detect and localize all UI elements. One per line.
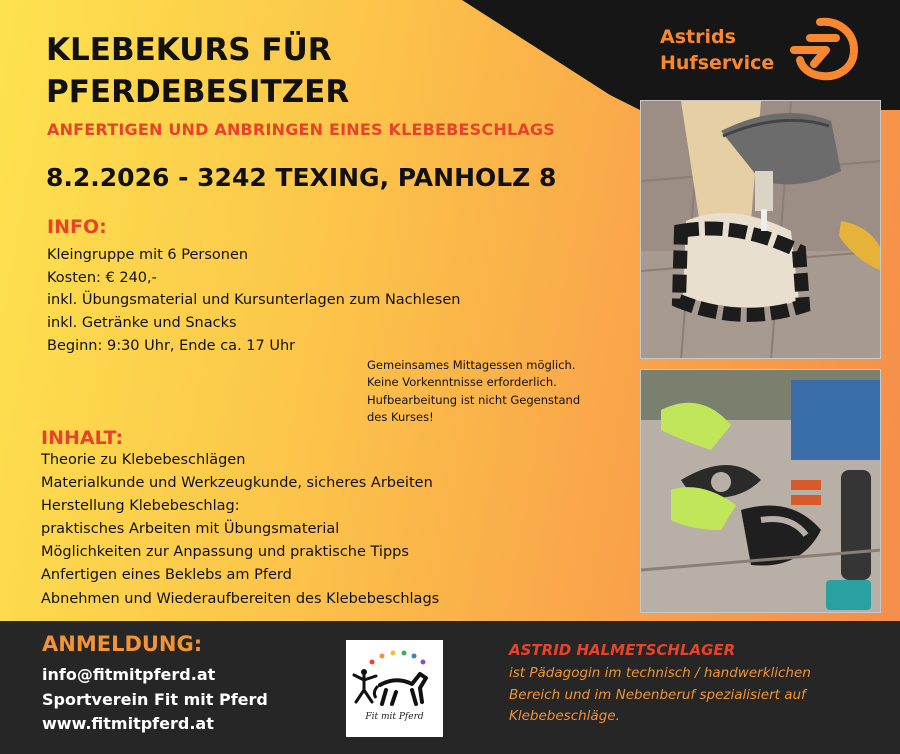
inhalt-item: praktisches Arbeiten mit Übungsmaterial xyxy=(41,521,340,538)
info-item: inkl. Getränke und Snacks xyxy=(47,315,237,332)
anmeldung-contact xyxy=(42,663,268,737)
email-link[interactable]: info@fitmitpferd.at xyxy=(42,665,216,684)
page-title xyxy=(46,29,606,113)
note-item: des Kurses! xyxy=(367,409,434,424)
inhalt-item: Abnehmen und Wiederaufbereiten des Klebebeschlags xyxy=(41,590,440,607)
anmeldung-heading: ANMELDUNG: xyxy=(42,632,203,656)
inhalt-list xyxy=(41,449,439,611)
info-list xyxy=(47,244,460,358)
info-heading: INFO: xyxy=(47,216,107,238)
title-line-1: KLEBEKURS FÜR xyxy=(46,32,332,68)
partner-logo xyxy=(346,640,443,737)
partner-logo-text: Fit mit Pferd xyxy=(365,712,424,722)
bio-name: ASTRID HALMETSCHLAGER xyxy=(509,641,736,659)
club-name: Sportverein Fit mit Pferd xyxy=(42,689,268,709)
brand-name xyxy=(660,24,774,76)
website-link[interactable]: www.fitmitpferd.at xyxy=(42,714,214,733)
info-item: inkl. Übungsmaterial und Kursunterlagen zum Nachlesen xyxy=(47,292,461,309)
inhalt-item: Anfertigen eines Beklebs am Pferd xyxy=(41,567,292,584)
bio-line: ist Pädagogin im technisch / handwerklichen xyxy=(509,665,811,681)
inhalt-item: Theorie zu Klebebeschlägen xyxy=(41,452,246,468)
bio-line: Klebebeschläge. xyxy=(509,708,620,724)
info-item: Kosten: € 240,- xyxy=(47,269,157,286)
info-notes xyxy=(367,357,580,426)
photo-hoof-gluing xyxy=(640,100,881,359)
inhalt-item: Herstellung Klebebeschlag: xyxy=(41,498,240,515)
title-line-2: PFERDEBESITZER xyxy=(46,74,350,110)
subtitle: ANFERTIGEN UND ANBRINGEN EINES KLEBEBESCHLAGS xyxy=(47,120,555,139)
info-item: Kleingruppe mit 6 Personen xyxy=(47,247,249,263)
brand-line-1: Astrids xyxy=(660,26,736,48)
inhalt-item: Möglichkeiten zur Anpassung und praktische Tipps xyxy=(41,544,409,561)
date-location: 8.2.2026 - 3242 TEXING, PANHOLZ 8 xyxy=(46,163,557,192)
inhalt-heading: INHALT: xyxy=(41,427,124,449)
inhalt-item: Materialkunde und Werkzeugkunde, sicheres Arbeiten xyxy=(41,475,433,492)
bio-description xyxy=(509,663,811,728)
note-item: Hufbearbeitung ist nicht Gegenstand xyxy=(367,392,581,407)
horse-and-rider-logo-icon xyxy=(346,640,443,737)
bio-line: Bereich und im Nebenberuf spezialisiert auf xyxy=(509,686,806,703)
photo-workbench-tools xyxy=(640,369,881,613)
brand-line-2: Hufservice xyxy=(660,52,775,74)
note-item: Keine Vorkenntnisse erforderlich. xyxy=(367,375,557,390)
note-item: Gemeinsames Mittagessen möglich. xyxy=(367,358,576,372)
info-item: Beginn: 9:30 Uhr, Ende ca. 17 Uhr xyxy=(47,337,296,354)
swirl-logo-icon xyxy=(780,14,860,84)
